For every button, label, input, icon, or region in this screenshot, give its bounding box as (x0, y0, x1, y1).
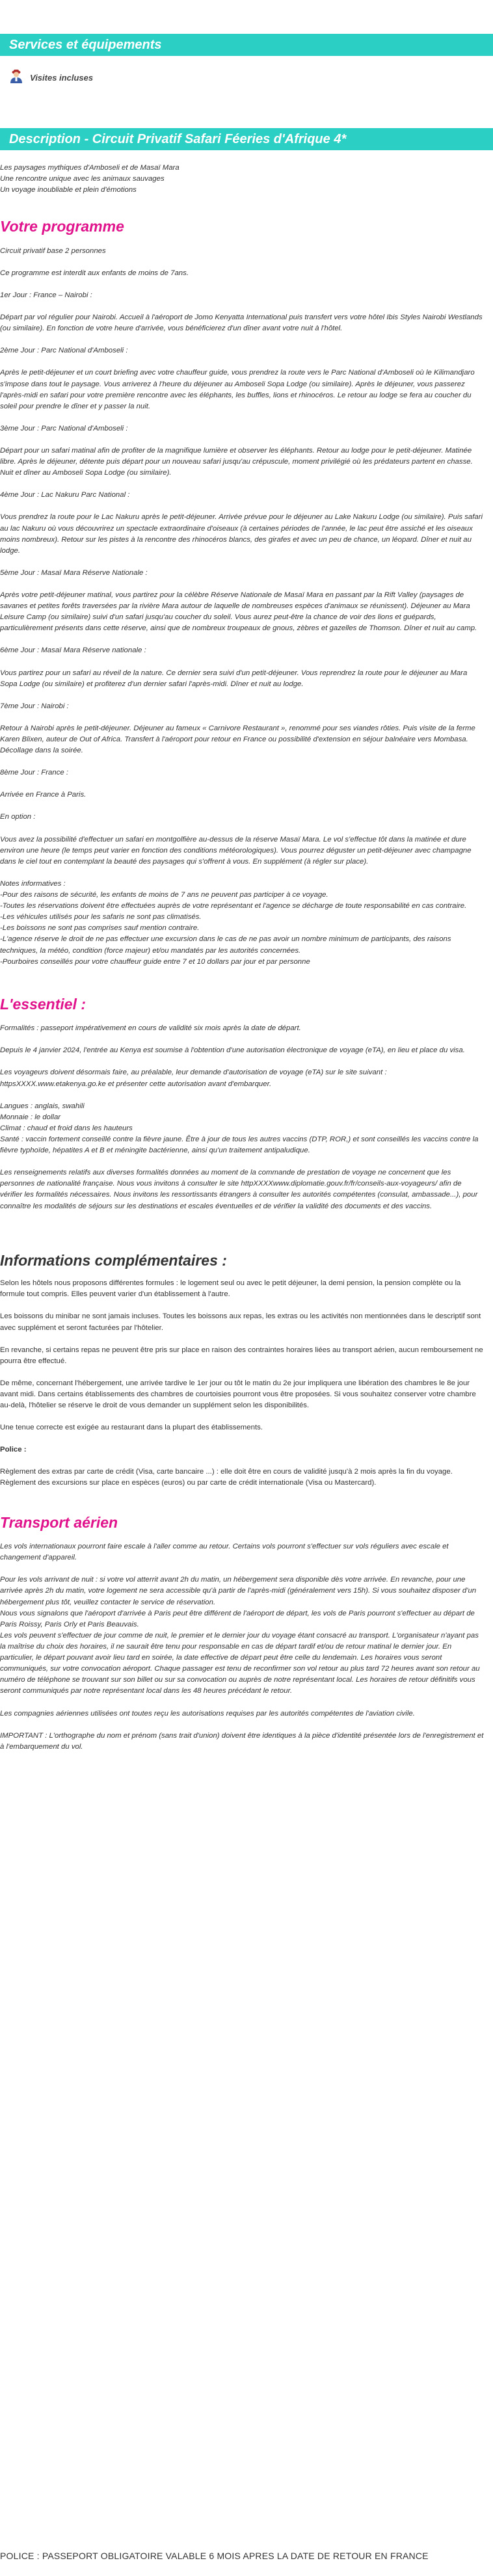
essentiel-list (0, 1023, 484, 1223)
text-paragraph: Les vols internationaux pourront faire escale à l'aller comme au retour. Certains vols pourront s'effectuer sur vols réguliers avec escale et changement d'appareil. (0, 1543, 449, 1562)
text-paragraph: Formalités : passeport impérativement en cours de validité six mois après la date de départ. (0, 1024, 301, 1033)
text-paragraph: 4ème Jour : Lac Nakuru Parc National : (0, 491, 130, 499)
intro-line: Une rencontre unique avec les animaux sauvages (0, 175, 165, 183)
text-paragraph: 3ème Jour : Parc National d'Amboseli : (0, 424, 128, 432)
programme-heading: Votre programme (0, 218, 124, 235)
text-paragraph: Départ pour un safari matinal afin de profiter de la magnifique lumière et observer les éléphants. Retour au lodge pour le petit-déjeuner. Matinée libre. Après le déjeuner, détente puis départ pour un nouveau safari jusqu'au crépuscule, moment privilégié où les prédateurs partent en chasse. Nuit et dîner au Amboseli Sopa Lodge (ou similaire). (0, 447, 473, 477)
text-paragraph: -Pourboires conseillés pour votre chauffeur guide entre 7 et 10 dollars par jour et par personne (0, 957, 310, 966)
footer-notice: POLICE : PASSEPORT OBLIGATOIRE VALABLE 6 MOIS APRES LA DATE DE RETOUR EN FRANCE (0, 2551, 429, 2561)
text-paragraph: 7ème Jour : Nairobi : (0, 702, 69, 710)
programme-list (0, 246, 484, 979)
text-paragraph: Monnaie : le dollar (0, 1113, 61, 1121)
visites-label: Visites incluses (30, 73, 94, 83)
intro-line: Un voyage inoubliable et plein d'émotions (0, 186, 137, 194)
text-paragraph: Santé : vaccin fortement conseillé contre la fièvre jaune. Être à jour de tous les autres vaccins (DTP, ROR,) et sont conseillés les vaccins contre la fièvre typhoïde, hépatites A et B et méningite bactérienne, ainsi qu'un traitement antipaludique. (0, 1135, 479, 1155)
text-paragraph: 6ème Jour : Masaï Mara Réserve nationale : (0, 646, 146, 655)
text-paragraph: Après votre petit-déjeuner matinal, vous partirez pour la célèbre Réserve Nationale de Masaï Mara en passant par la Rift Valley (paysages de savanes et petites forêts traversées par la rivière Mara autour de laquelle de nombreuses espèces d'animaux se réunissent). Déjeuner au Mara Leisure Camp (ou similaire) suivi d'un safari jusqu'au coucher du soleil. Vous aurez peut-être la chance de voir des lions et guépards, particulièrement présents dans cette réserve, ainsi que de nombreux troupeaux de gnous, zèbres et gazelles de Thomson. Dîner et nuit au camp. (0, 591, 477, 633)
text-paragraph: -Les boissons ne sont pas comprises sauf mention contraire. (0, 924, 200, 933)
police-list (0, 1467, 484, 1500)
text-paragraph: Départ par vol régulier pour Nairobi. Accueil à l'aéroport de Jomo Kenyatta International puis transfert vers votre hôtel Ibis Styles Nairobi Westlands (ou similaire). En fonction de votre heure d'arrivée, vous bénéficierez d'un dîner avant votre nuit à l'hôtel. (0, 313, 483, 333)
text-paragraph: Pour les vols arrivant de nuit : si votre vol atterrit avant 2h du matin, un hébergement sera disponible dès votre arrivée. En revanche, pour une arrivée après 2h du matin, votre logement ne sera accessible qu'à partir de l'après-midi (généralement vers 15h). Si vous souhaitez disposer d'un hébergement plus tôt, veuillez contacter le service de réservation. (0, 1576, 477, 1606)
description-content (0, 163, 484, 1764)
text-paragraph: Les vols peuvent s'effectuer de jour comme de nuit, le premier et le dernier jour du voyage étant consacré au transport. L'organisateur n'ayant pas la maîtrise du choix des horaires, il ne saurait être tenu pour responsable en cas de départ tardif et/ou de retour matinal le dernier jour. En particulier, le départ pouvant avoir lieu tard en soirée, la date effective de départ peut être celle du lendemain. Les horaires vous seront communiqués, sur votre convocation aéroport. Chaque passager est tenu de reconfirmer son vol retour au plus tard 72 heures avant son retour au numéro de téléphone se trouvant sur son billet ou sur sa convocation ou auprès de notre représentant local. Les horaires de retour définitifs vous seront communiqués par notre représentant local dans les 48 heures précédant le retour. (0, 1631, 480, 1695)
transport-list (0, 1541, 484, 1764)
text-paragraph: Règlement des excursions sur place en espèces (euros) ou par carte de crédit internationale (Visa ou Mastercard). (0, 1479, 377, 1487)
police-label: Police : (0, 1446, 27, 1454)
text-paragraph: 8ème Jour : France : (0, 769, 69, 777)
text-paragraph: Depuis le 4 janvier 2024, l'entrée au Kenya est soumise à l'obtention d'une autorisation électronique de voyage (eTA), en lieu et place du visa. (0, 1046, 465, 1055)
text-paragraph: Après le petit-déjeuner et un court briefing avec votre chauffeur guide, vous prendrez la route vers le Parc National d'Amboseli où le Kilimandjaro s'impose dans tout le paysage. Vous arriverez à l'heure du déjeuner au Amboseli Sopa Lodge (ou similaire). Après le déjeuner, vous passerez l'après-midi en safari pour votre première rencontre avec les éléphants, les buffles, lions et rhinocéros. Le retour au lodge se fera au coucher du soleil pour prendre le dîner et y passer la nuit. (0, 369, 475, 410)
text-paragraph: Ce programme est interdit aux enfants de moins de 7ans. (0, 269, 189, 277)
guide-person-icon (9, 68, 23, 88)
services-section-header: Services et équipements (0, 34, 493, 56)
text-paragraph: Les compagnies aériennes utilisées ont toutes reçu les autorisations requises par les autorités compétentes de l'aviation civile. (0, 1709, 415, 1718)
text-paragraph: Les boissons du minibar ne sont jamais incluses. Toutes les boissons aux repas, les extras ou les activités non mentionnées dans le descriptif sont avec supplément et seront facturées par l'hôtelier. (0, 1312, 481, 1332)
text-paragraph: Règlement des extras par carte de crédit (Visa, carte bancaire ...) : elle doit être en cours de validité jusqu'à 2 mois après la fin du voyage. (0, 1468, 453, 1476)
text-paragraph: En revanche, si certains repas ne peuvent être pris sur place en raison des contraintes horaires liées au transport aérien, aucun remboursement ne pourra être effectué. (0, 1346, 483, 1365)
text-paragraph: -Les véhicules utilisés pour les safaris ne sont pas climatisés. (0, 913, 202, 922)
text-paragraph: Nous vous signalons que l'aéroport d'arrivée à Paris peut être différent de l'aéroport de départ, les vols de Paris pourront s'effectuer au départ de Paris Roissy, Paris Orly et Paris Beauvais. (0, 1609, 475, 1628)
text-paragraph: De même, concernant l'hébergement, une arrivée tardive le 1er jour ou tôt le matin du 2e jour impliquera une libération des chambres le 8e jour avant midi. Dans certains établissements des chambres de courtoisies pourront vous être proposées. Si vous souhaitez conserver votre chambre au-delà, l'hôtelier se réserve le droit de vous demander un supplément selon les disponibilités. (0, 1379, 476, 1410)
description-intro (0, 163, 484, 196)
text-paragraph: -Pour des raisons de sécurité, les enfants de moins de 7 ans ne peuvent pas participer à ce voyage. (0, 890, 328, 899)
essentiel-heading: L'essentiel : (0, 995, 87, 1013)
text-paragraph: Vous avez la possibilité d'effectuer un safari en montgolfière au-dessus de la réserve Masaï Mara. Le vol s'effectue tôt dans la matinée et dure environ une heure (le temps peut varier en fonction des conditions météorologiques). Vous pourrez déguster un petit-déjeuner avec champagne dans le ciel tout en contemplant la beauté des paysages qui s'offrent à vous. En supplément (à régler sur place). (0, 835, 472, 866)
text-paragraph: Les renseignements relatifs aux diverses formalités données au moment de la commande de prestation de voyage ne concernent que les personnes de nationalité française. Nous vous invitons à consulter le site httpXXXXwww.diplomatie.gouv.fr/fr/conseils-aux-voyageurs/ afin de vérifier les formalités nécessaires. Nous invitons les ressortissants étrangers à consulter les autorités compétentes (consulat, ambassade...), pour connaître les modalités de séjours sur les destinations et escales éventuelles et de vérifier la validité des documents et des vaccins. (0, 1169, 478, 1210)
infos-list (0, 1278, 484, 1444)
text-paragraph: Climat : chaud et froid dans les hauteurs (0, 1124, 133, 1132)
text-paragraph: IMPORTANT : L'orthographe du nom et prénom (sans trait d'union) doivent être identiques à la pièce d'identité présentée lors de l'enregistrement et à l'embarquement du vol. (0, 1731, 484, 1751)
visites-item (9, 68, 93, 88)
description-section-header: Description - Circuit Privatif Safari Féeries d'Afrique 4* (0, 128, 493, 150)
text-paragraph: En option : (0, 813, 36, 821)
text-paragraph: Selon les hôtels nous proposons différentes formules : le logement seul ou avec le petit déjeuner, la demi pension, la pension complète ou la formule tout compris. Elles peuvent varier d'un établissement à l'autre. (0, 1279, 461, 1299)
text-paragraph: Les voyageurs doivent désormais faire, au préalable, leur demande d'autorisation de voyage (eTA) sur le site suivant : httpsXXXX.www.etakenya.go.ke et présenter cette autorisation avant d'embarquer. (0, 1069, 387, 1088)
text-paragraph: Circuit privatif base 2 personnes (0, 246, 106, 255)
text-paragraph: -Toutes les réservations doivent être effectuées auprès de votre représentant et l'agence se décharge de toute responsabilité en cas contraire. (0, 902, 467, 910)
text-paragraph: Retour à Nairobi après le petit-déjeuner. Déjeuner au fameux « Carnivore Restaurant », renommé pour ses viandes rôties. Puis visite de la ferme Karen Blixen, auteur de Out of Africa. Transfert à l'aéroport pour retour en France ou possibilité d'extension en séjour balnéaire vers Mombasa. Décollage dans la soirée. (0, 724, 475, 755)
text-paragraph: Langues : anglais, swahili (0, 1102, 85, 1110)
intro-line: Les paysages mythiques d'Amboseli et de Masaï Mara (0, 164, 180, 172)
text-paragraph: Vous prendrez la route pour le Lac Nakuru après le petit-déjeuner. Arrivée prévue pour le déjeuner au Lake Nakuru Lodge (ou similaire). Puis safari au lac Nakuru où vous découvrirez un spectacle extraordinaire d'oiseaux (à certaines périodes de l'année, le lac peut être assiché et les oiseaux moins nombreux). Retour sur les pistes à la rencontre des rhinocéros blancs, des girafes et avec un peu de chance, un léopard. Dîner et nuit au lodge. (0, 513, 483, 555)
text-paragraph: Une tenue correcte est exigée au restaurant dans la plupart des établissements. (0, 1424, 263, 1432)
transport-heading: Transport aérien (0, 1513, 118, 1531)
text-paragraph: Vous partirez pour un safari au réveil de la nature. Ce dernier sera suivi d'un petit-déjeuner. Vous reprendrez la route pour le déjeuner au Mara Sopa Lodge (ou similaire) et profiterez d'un dernier safari l'après-midi. Dîner et nuit au lodge. (0, 669, 468, 688)
text-paragraph: Arrivée en France à Paris. (0, 791, 87, 799)
infos-heading: Informations complémentaires : (0, 1251, 227, 1269)
text-paragraph: -L'agence réserve le droit de ne pas effectuer une excursion dans le cas de ne pas avoir un nombre minimum de participants, des raisons techniques, la météo, condition (force majeur) et/ou mandatés par les autorités concernées. (0, 935, 451, 955)
text-paragraph: 5ème Jour : Masaï Mara Réserve Nationale : (0, 568, 148, 577)
text-paragraph: Notes informatives : (0, 879, 66, 888)
text-paragraph: 2ème Jour : Parc National d'Amboseli : (0, 347, 128, 355)
text-paragraph: 1er Jour : France – Nairobi : (0, 291, 92, 300)
